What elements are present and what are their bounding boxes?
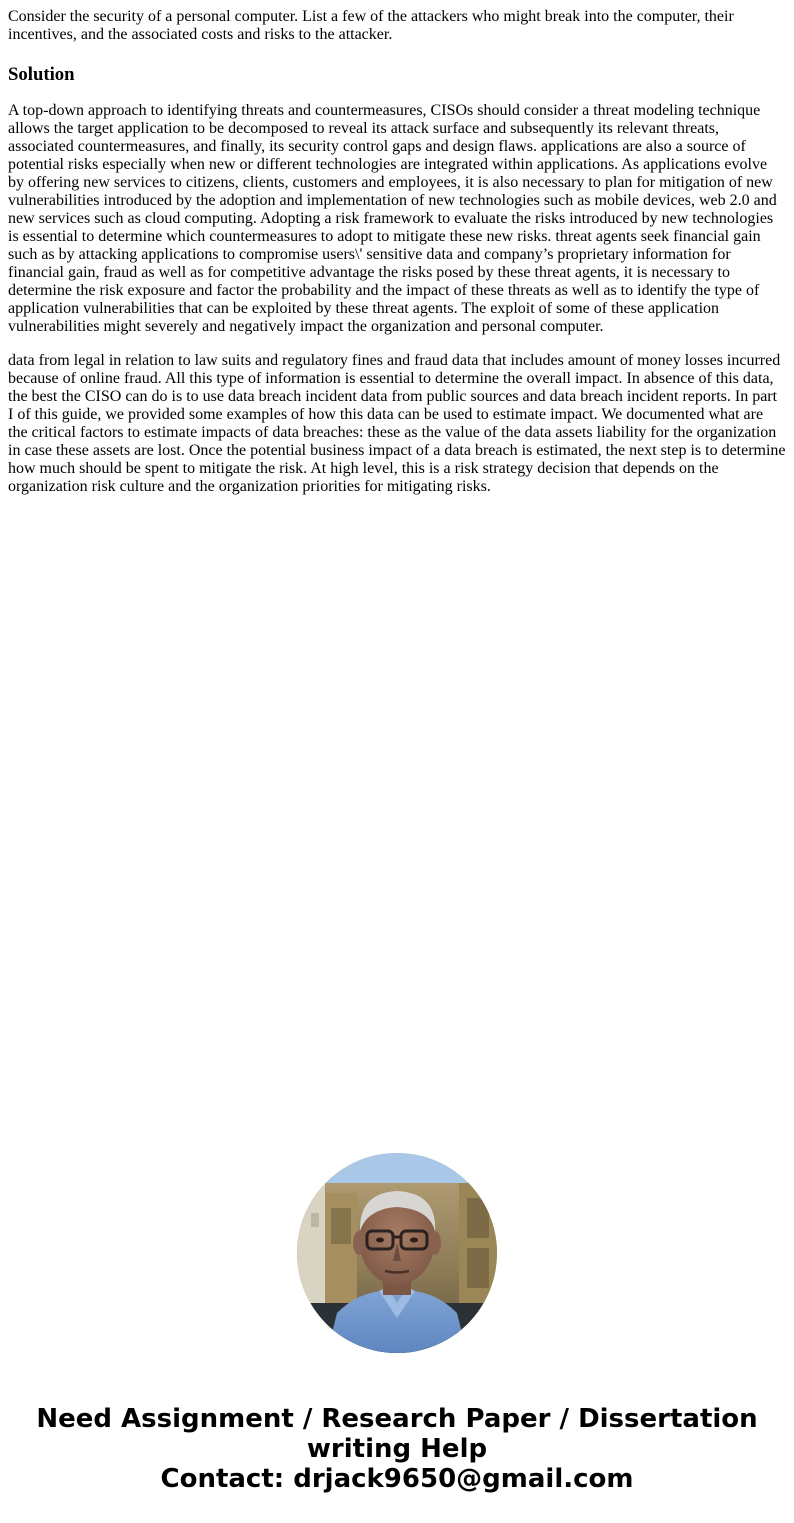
banner-line-1: Need Assignment / Research Paper / Dissertation: [36, 1404, 758, 1434]
solution-paragraph-2: data from legal in relation to law suits and regulatory fines and fraud data that includes amount of money losses incurred because of online fraud. All this type of information is essential to determine the overall impact. In absence of this data, the best the CISO can do is to use data breach incident data from public sources and data breach incident reports. In part I of this guide, we provided some examples of how this data can be used to estimate impact. We documented what are the critical factors to estimate impacts of data breaches: these as the value of the data assets liability for the organization in case these assets are lost. Once the potential business impact of a data breach is estimated, the next step is to determine how much should be spent to mitigate the risk. At high level, this is a risk strategy decision that depends on the organization risk culture and the organization priorities for mitigating risks.: [8, 352, 786, 495]
document-body: [0, 0, 794, 496]
solution-paragraph-1: A top-down approach to identifying threats and countermeasures, CISOs should consider a threat modeling technique allows the target application to be decomposed to reveal its attack surface and subsequently its relevant threats, associated countermeasures, and finally, its security control gaps and design flaws. applications are also a source of potential risks especially when new or different technologies are integrated within applications. As applications evolve by offering new services to citizens, clients, customers and employees, it is also necessary to plan for mitigation of new vulnerabilities introduced by the adoption and implementation of new technologies such as mobile devices, web 2.0 and new services such as cloud computing. Adopting a risk framework to evaluate the risks introduced by new technologies is essential to determine which countermeasures to adopt to mitigate these new risks. threat agents seek financial gain such as by attacking applications to compromise users\' sensitive data and company’s proprietary information for financial gain, fraud as well as for competitive advantage the risks posed by these threat agents, it is necessary to determine the risk exposure and factor the probability and the impact of these threats as well as to identify the type of application vulnerabilities that can be exploited by these threat agents. The exploit of some of these application vulnerabilities might severely and negatively impact the organization and personal computer.: [8, 102, 777, 335]
contact-banner: [0, 1404, 794, 1494]
question-text: Consider the security of a personal computer. List a few of the attackers who might break into the computer, their incentives, and the associated costs and risks to the attacker.: [8, 8, 734, 43]
banner-line-2: writing Help: [306, 1434, 488, 1464]
author-photo-image: [297, 1153, 497, 1353]
author-avatar: [297, 1153, 497, 1353]
solution-heading: Solution: [8, 64, 75, 85]
banner-contact-line: Contact: drjack9650@gmail.com: [160, 1464, 634, 1494]
